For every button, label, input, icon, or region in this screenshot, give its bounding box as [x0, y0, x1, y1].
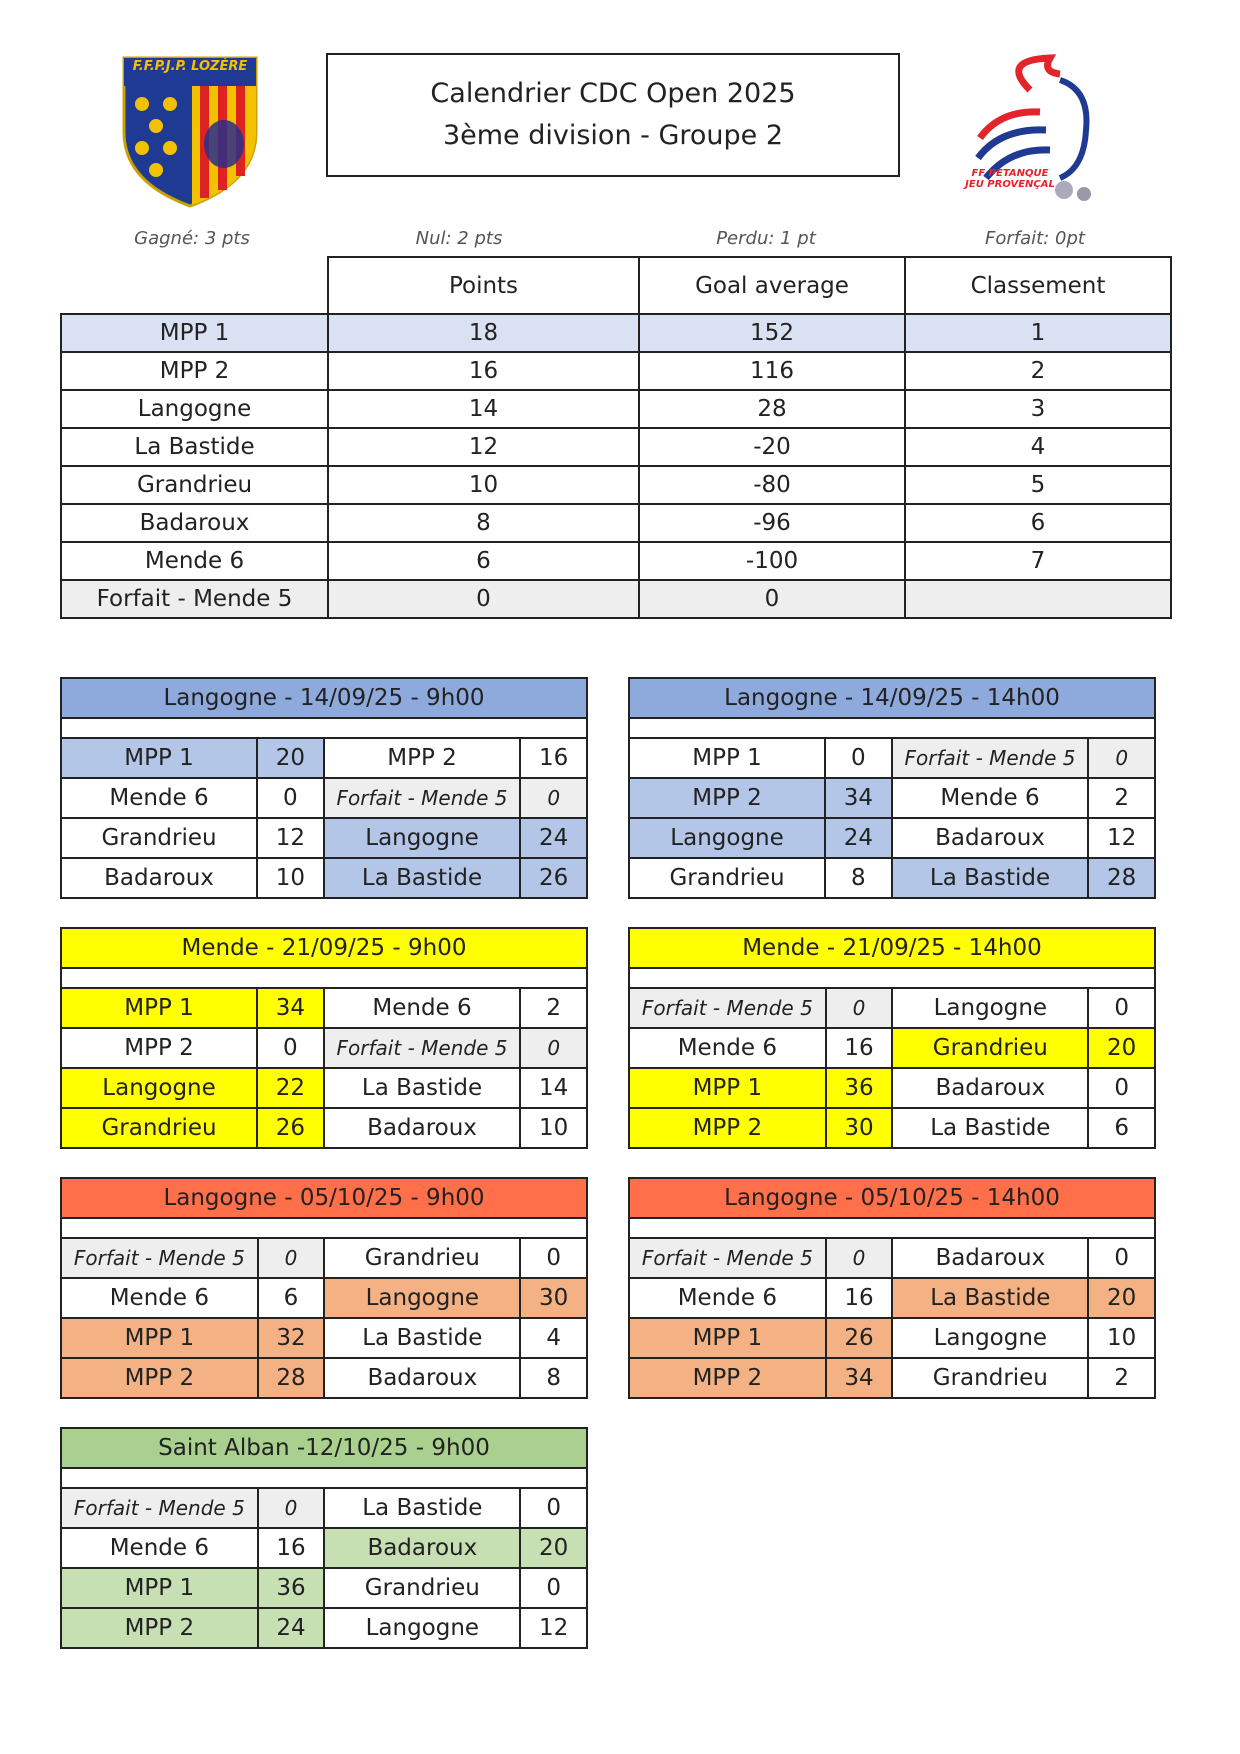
- match-home-score: 20: [257, 738, 324, 778]
- match-away-team: Langogne: [892, 1318, 1088, 1358]
- match-away-team: La Bastide: [892, 858, 1089, 898]
- ranking-goal-average: 152: [639, 314, 905, 352]
- match-away-team: Langogne: [892, 988, 1088, 1028]
- match-away-team: Badaroux: [892, 1068, 1088, 1108]
- match-home-score: 34: [825, 778, 892, 818]
- match-away-score: 0: [520, 1488, 587, 1528]
- page-subtitle: 3ème division - Groupe 2: [442, 120, 784, 151]
- match-home-team: MPP 1: [61, 988, 257, 1028]
- match-away-score: 4: [520, 1318, 587, 1358]
- ranking-goal-average: 28: [639, 390, 905, 428]
- match-home-score: 30: [826, 1108, 893, 1148]
- match-row: [61, 1358, 587, 1398]
- match-home-team: MPP 2: [629, 778, 825, 818]
- match-row: [61, 818, 587, 858]
- match-home-team: MPP 1: [61, 1318, 258, 1358]
- match-home-team: MPP 2: [629, 1358, 826, 1398]
- session-matches-table: [60, 1487, 588, 1649]
- match-away-score: 6: [1088, 1108, 1155, 1148]
- match-row: [61, 738, 587, 778]
- match-home-score: 0: [257, 778, 324, 818]
- match-away-score: 0: [520, 1238, 587, 1278]
- ranking-row: [61, 580, 1171, 618]
- match-away-score: 2: [1088, 778, 1155, 818]
- match-home-team: Forfait - Mende 5: [629, 988, 826, 1028]
- ranking-row: [61, 466, 1171, 504]
- match-home-score: 22: [257, 1068, 324, 1108]
- match-away-score: 28: [1088, 858, 1155, 898]
- match-row: [629, 1028, 1155, 1068]
- match-row: [61, 1238, 587, 1278]
- match-home-team: Mende 6: [61, 1278, 258, 1318]
- match-away-team: Grandrieu: [892, 1358, 1088, 1398]
- match-away-team: La Bastide: [324, 1318, 520, 1358]
- match-away-score: 12: [1088, 818, 1155, 858]
- session-spacer: [628, 969, 1156, 987]
- match-home-score: 0: [826, 988, 893, 1028]
- match-row: [61, 1608, 587, 1648]
- session-block: [628, 1177, 1156, 1399]
- match-home-score: 0: [826, 1238, 893, 1278]
- match-home-team: Grandrieu: [61, 818, 257, 858]
- session-title: Langogne - 05/10/25 - 14h00: [628, 1177, 1156, 1219]
- session-matches-table: [628, 987, 1156, 1149]
- match-home-score: 8: [825, 858, 892, 898]
- ranking-rank: 3: [905, 390, 1171, 428]
- match-home-score: 10: [257, 858, 324, 898]
- match-home-team: MPP 1: [629, 738, 825, 778]
- session-title: Langogne - 14/09/25 - 9h00: [60, 677, 588, 719]
- session-spacer: [60, 719, 588, 737]
- match-home-team: Forfait - Mende 5: [629, 1238, 826, 1278]
- session-title: Mende - 21/09/25 - 14h00: [628, 927, 1156, 969]
- match-home-team: MPP 1: [629, 1318, 826, 1358]
- ranking-points: 10: [328, 466, 639, 504]
- match-away-score: 20: [520, 1528, 587, 1568]
- match-away-score: 2: [520, 988, 587, 1028]
- match-home-team: Grandrieu: [629, 858, 825, 898]
- match-home-team: MPP 1: [61, 1568, 258, 1608]
- match-home-score: 16: [826, 1028, 893, 1068]
- ranking-points: 6: [328, 542, 639, 580]
- match-home-team: Forfait - Mende 5: [61, 1488, 258, 1528]
- ranking-header-cell: Classement: [905, 257, 1171, 314]
- legend-loss: Perdu: 1 pt: [716, 228, 816, 249]
- match-home-score: 0: [257, 1028, 324, 1068]
- match-row: [61, 1568, 587, 1608]
- match-row: [61, 778, 587, 818]
- match-home-score: 26: [257, 1108, 324, 1148]
- match-home-score: 16: [258, 1528, 325, 1568]
- lozere-logo-text: F.F.P.J.P. LOZÈRE: [132, 59, 248, 74]
- ranking-row: [61, 352, 1171, 390]
- match-home-score: 12: [257, 818, 324, 858]
- lozere-logo: [120, 52, 260, 208]
- ranking-points: 8: [328, 504, 639, 542]
- match-home-team: Badaroux: [61, 858, 257, 898]
- legend-forfeit: Forfait: 0pt: [985, 228, 1085, 249]
- session-block: [628, 677, 1156, 899]
- title-box: [326, 53, 900, 177]
- session-title: Saint Alban -12/10/25 - 9h00: [60, 1427, 588, 1469]
- ranking-rank: 4: [905, 428, 1171, 466]
- ranking-team: MPP 1: [61, 314, 328, 352]
- ranking-row: [61, 542, 1171, 580]
- match-away-score: 20: [1088, 1028, 1155, 1068]
- ranking-table: [60, 256, 1172, 619]
- ffpjp-logo-text-2: JEU PROVENÇAL: [965, 179, 1055, 190]
- match-away-team: Badaroux: [324, 1108, 521, 1148]
- match-away-team: La Bastide: [324, 858, 521, 898]
- match-home-team: Mende 6: [629, 1278, 826, 1318]
- session-spacer: [628, 719, 1156, 737]
- session-title: Langogne - 05/10/25 - 9h00: [60, 1177, 588, 1219]
- ffpjp-logo: [960, 50, 1110, 210]
- match-away-team: Badaroux: [892, 1238, 1088, 1278]
- match-away-score: 8: [520, 1358, 587, 1398]
- match-row: [61, 1028, 587, 1068]
- match-row: [61, 1318, 587, 1358]
- ranking-goal-average: -20: [639, 428, 905, 466]
- match-row: [61, 858, 587, 898]
- match-row: [629, 988, 1155, 1028]
- ranking-header-cell: Points: [328, 257, 639, 314]
- ranking-points: 16: [328, 352, 639, 390]
- ranking-rank: 7: [905, 542, 1171, 580]
- match-away-score: 2: [1088, 1358, 1155, 1398]
- match-away-score: 16: [520, 738, 587, 778]
- ranking-goal-average: 0: [639, 580, 905, 618]
- ranking-team: Badaroux: [61, 504, 328, 542]
- session-spacer: [60, 969, 588, 987]
- session-block: [60, 1177, 588, 1399]
- ranking-rank: 1: [905, 314, 1171, 352]
- ranking-rank: 6: [905, 504, 1171, 542]
- ranking-row: [61, 428, 1171, 466]
- session-matches-table: [628, 1237, 1156, 1399]
- page-title: Calendrier CDC Open 2025: [430, 78, 796, 109]
- match-row: [629, 1358, 1155, 1398]
- match-home-team: MPP 2: [61, 1358, 258, 1398]
- ranking-goal-average: -96: [639, 504, 905, 542]
- match-home-score: 36: [826, 1068, 893, 1108]
- match-away-score: 0: [1088, 1238, 1155, 1278]
- ranking-header-blank: [61, 257, 328, 314]
- match-away-score: 0: [520, 1028, 587, 1068]
- session-spacer: [60, 1219, 588, 1237]
- ranking-row: [61, 390, 1171, 428]
- session-title: Langogne - 14/09/25 - 14h00: [628, 677, 1156, 719]
- ranking-team: Forfait - Mende 5: [61, 580, 328, 618]
- match-away-score: 30: [520, 1278, 587, 1318]
- match-home-score: 34: [826, 1358, 893, 1398]
- ranking-goal-average: 116: [639, 352, 905, 390]
- ranking-rank: [905, 580, 1171, 618]
- session-block: [60, 1427, 588, 1649]
- match-away-score: 14: [520, 1068, 587, 1108]
- match-away-score: 0: [1088, 988, 1155, 1028]
- match-row: [629, 1068, 1155, 1108]
- match-home-team: Mende 6: [61, 778, 257, 818]
- match-away-team: Mende 6: [892, 778, 1089, 818]
- match-away-team: Forfait - Mende 5: [324, 778, 521, 818]
- match-home-team: MPP 2: [629, 1108, 826, 1148]
- match-home-team: Grandrieu: [61, 1108, 257, 1148]
- match-row: [61, 1068, 587, 1108]
- match-home-score: 0: [258, 1488, 325, 1528]
- match-home-team: Langogne: [61, 1068, 257, 1108]
- match-away-team: La Bastide: [892, 1278, 1088, 1318]
- legend-draw: Nul: 2 pts: [415, 228, 503, 249]
- match-home-team: MPP 1: [629, 1068, 826, 1108]
- match-away-team: Mende 6: [324, 988, 521, 1028]
- match-away-score: 0: [1088, 738, 1155, 778]
- match-home-score: 0: [258, 1238, 325, 1278]
- match-row: [629, 818, 1155, 858]
- match-away-team: Langogne: [324, 1608, 520, 1648]
- session-spacer: [60, 1469, 588, 1487]
- match-away-team: Grandrieu: [324, 1568, 520, 1608]
- match-away-team: Forfait - Mende 5: [324, 1028, 521, 1068]
- match-home-team: MPP 2: [61, 1608, 258, 1648]
- ranking-points: 0: [328, 580, 639, 618]
- match-away-team: La Bastide: [892, 1108, 1088, 1148]
- ranking-goal-average: -80: [639, 466, 905, 504]
- match-away-score: 0: [520, 778, 587, 818]
- match-away-team: Badaroux: [892, 818, 1089, 858]
- match-home-score: 26: [826, 1318, 893, 1358]
- match-away-team: Grandrieu: [892, 1028, 1088, 1068]
- match-home-score: 28: [258, 1358, 325, 1398]
- match-row: [61, 988, 587, 1028]
- ranking-team: Grandrieu: [61, 466, 328, 504]
- match-away-score: 10: [520, 1108, 587, 1148]
- match-home-score: 16: [826, 1278, 893, 1318]
- session-matches-table: [60, 987, 588, 1149]
- match-away-score: 12: [520, 1608, 587, 1648]
- session-block: [60, 927, 588, 1149]
- ranking-goal-average: -100: [639, 542, 905, 580]
- match-home-team: Langogne: [629, 818, 825, 858]
- match-away-score: 24: [520, 818, 587, 858]
- match-row: [61, 1278, 587, 1318]
- ranking-points: 14: [328, 390, 639, 428]
- ranking-points: 12: [328, 428, 639, 466]
- match-away-team: Langogne: [324, 1278, 520, 1318]
- match-away-score: 0: [520, 1568, 587, 1608]
- match-home-team: Mende 6: [61, 1528, 258, 1568]
- match-away-score: 26: [520, 858, 587, 898]
- ranking-points: 18: [328, 314, 639, 352]
- ranking-rank: 2: [905, 352, 1171, 390]
- match-away-team: La Bastide: [324, 1068, 521, 1108]
- ranking-team: MPP 2: [61, 352, 328, 390]
- match-home-score: 0: [825, 738, 892, 778]
- match-home-score: 24: [825, 818, 892, 858]
- match-home-score: 34: [257, 988, 324, 1028]
- match-home-team: MPP 2: [61, 1028, 257, 1068]
- match-row: [629, 1238, 1155, 1278]
- match-row: [629, 778, 1155, 818]
- match-home-score: 6: [258, 1278, 325, 1318]
- match-row: [629, 1108, 1155, 1148]
- ranking-rank: 5: [905, 466, 1171, 504]
- match-home-team: Mende 6: [629, 1028, 826, 1068]
- match-home-score: 36: [258, 1568, 325, 1608]
- match-row: [61, 1488, 587, 1528]
- session-title: Mende - 21/09/25 - 9h00: [60, 927, 588, 969]
- session-matches-table: [60, 1237, 588, 1399]
- match-away-team: Badaroux: [324, 1358, 520, 1398]
- session-matches-table: [60, 737, 588, 899]
- match-row: [61, 1528, 587, 1568]
- match-away-score: 0: [1088, 1068, 1155, 1108]
- ranking-team: La Bastide: [61, 428, 328, 466]
- ranking-row: [61, 504, 1171, 542]
- ffpjp-logo-text-1: FF PETANQUE: [971, 168, 1049, 179]
- match-row: [629, 858, 1155, 898]
- match-row: [629, 1278, 1155, 1318]
- ranking-row: [61, 314, 1171, 352]
- session-block: [60, 677, 588, 899]
- legend-win: Gagné: 3 pts: [134, 228, 250, 249]
- match-away-score: 20: [1088, 1278, 1155, 1318]
- session-spacer: [628, 1219, 1156, 1237]
- match-away-team: Langogne: [324, 818, 521, 858]
- match-away-team: MPP 2: [324, 738, 521, 778]
- match-home-score: 24: [258, 1608, 325, 1648]
- match-row: [61, 1108, 587, 1148]
- match-away-team: Forfait - Mende 5: [892, 738, 1089, 778]
- match-away-team: Grandrieu: [324, 1238, 520, 1278]
- ranking-team: Langogne: [61, 390, 328, 428]
- session-matches-table: [628, 737, 1156, 899]
- match-home-team: Forfait - Mende 5: [61, 1238, 258, 1278]
- match-away-team: Badaroux: [324, 1528, 520, 1568]
- match-row: [629, 1318, 1155, 1358]
- session-block: [628, 927, 1156, 1149]
- ranking-team: Mende 6: [61, 542, 328, 580]
- match-away-team: La Bastide: [324, 1488, 520, 1528]
- ranking-header-row: [61, 257, 1171, 314]
- match-home-score: 32: [258, 1318, 325, 1358]
- ranking-header-cell: Goal average: [639, 257, 905, 314]
- match-home-team: MPP 1: [61, 738, 257, 778]
- match-row: [629, 738, 1155, 778]
- match-away-score: 10: [1088, 1318, 1155, 1358]
